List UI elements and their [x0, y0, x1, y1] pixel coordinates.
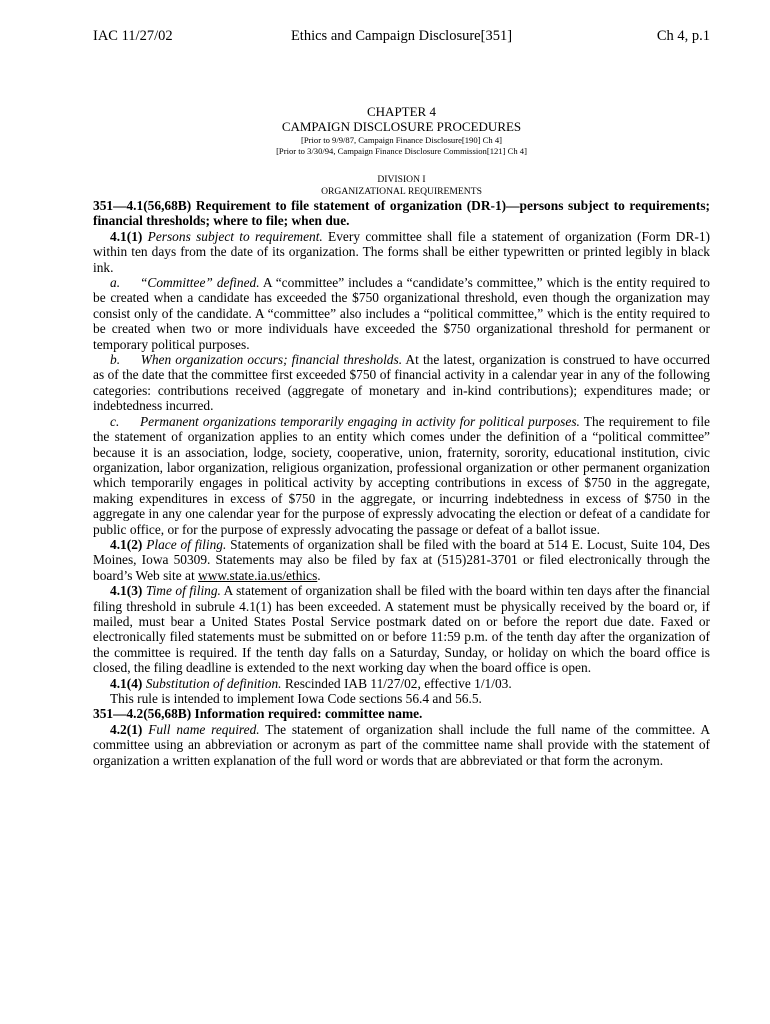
paragraph-text: At the latest, organization is construed to have occurred as of the date that the committee first exceeded $750 of financial activity in a calendar year in any of the following categories: contributions received (aggregate of monetary and in-kind contributions); expenditures made; or indebtedness incurred.	[93, 352, 710, 414]
rule-4-2-heading: 351—4.2(56,68B) Information required: committee name.	[93, 706, 423, 722]
header-title: Ethics and Campaign Disclosure[351]	[290, 28, 513, 44]
division-title: ORGANIZATIONAL REQUIREMENTS	[321, 186, 482, 197]
paragraph-b	[93, 352, 710, 414]
implement-note: This rule is intended to implement Iowa Code sections 56.4 and 56.5.	[110, 691, 482, 706]
chapter-number: CHAPTER 4	[367, 104, 436, 119]
prior-note-2: [Prior to 3/30/94, Campaign Finance Disclosure Commission[121] Ch 4]	[276, 146, 527, 156]
subrule-text: A statement of organization shall be filed with the board within ten days after the financial filing threshold in subrule 4.1(1) has been exceeded. A statement must be physically received by the board or, if mailed, must bear a United States Postal Service postmark dated on or before the report due date. Faxed or electronically filed statements must be submitted on or before 11:59 p.m. of the tenth day after the organization of the committee is required. If the tenth day falls on a Saturday, Sunday, or holiday on which the board office is closed, the filing deadline is extended to the next working day when the board office is open.	[93, 583, 710, 676]
chapter-heading	[93, 104, 710, 198]
division-label: DIVISION I	[377, 174, 426, 185]
ethics-website-link[interactable]: www.state.ia.us/ethics	[198, 567, 318, 583]
chapter-title: CAMPAIGN DISCLOSURE PROCEDURES	[281, 119, 522, 134]
rule-4-1-heading: 351—4.1(56,68B) Requirement to file statement of organization (DR-1)—persons subject to requirements; financial thresholds; where to file; when due.	[93, 198, 710, 229]
document-page	[93, 28, 710, 768]
prior-note-1: [Prior to 9/9/87, Campaign Finance Disclosure[190] Ch 4]	[301, 135, 502, 145]
subrule-number: 4.1(3)	[110, 583, 143, 599]
subrule-4-1-2	[93, 537, 710, 583]
subrule-title: Time of filing.	[145, 583, 221, 599]
subrule-text: Every committee shall file a statement of organization (Form DR-1) within ten days from the date of its organization. The forms shall be either typewritten or printed legibly in black ink.	[93, 228, 710, 275]
subrule-text: The statement of organization shall include the full name of the committee. A committee using an abbreviation or acronym as part of the committee name shall provide with the statement of organization a written explanation of the full word or words that are abbreviated or that form the acronym.	[93, 721, 710, 768]
subrule-text: Rescinded IAB 11/27/02, effective 1/1/03.	[281, 675, 512, 691]
subrule-text: Statements of organization shall be filed with the board at 514 E. Locust, Suite 104, Des Moines, Iowa 50309. Statements may also be filed by fax at (515)281-3701 or filed electronically through the board’s Web site at	[93, 536, 710, 583]
paragraph-label: c.	[110, 413, 120, 429]
paragraph-a	[93, 275, 710, 352]
paragraph-label: b.	[110, 352, 121, 368]
paragraph-text: The requirement to file the statement of organization applies to an entity which comes under the definition of a “political committee” because it is an association, lodge, society, cooperative, union, fraternity, sorority, educational institution, civic organization, labor organization, religious organization, professional organization or other permanent organization which temporarily engages in political activity by accepting contributions in excess of $750 in the aggregate, making expenditures in excess of $750 in the aggregate, or incurring indebtedness in excess of $750 in the aggregate in any one calendar year for the purpose of expressly advocating the election or defeat of a candidate for public office, or for the purpose of expressly advocating the passage or defeat of a ballot issue.	[93, 413, 710, 537]
subrule-4-1-3	[93, 583, 710, 675]
paragraph-title: When organization occurs; financial thresholds.	[140, 352, 403, 368]
paragraph-title: “Committee” defined.	[139, 275, 260, 291]
header-date: IAC 11/27/02	[93, 28, 173, 44]
rule-body	[93, 198, 710, 768]
subrule-text-end: .	[317, 567, 321, 583]
subrule-title: Substitution of definition.	[145, 675, 282, 691]
header-page: Ch 4, p.1	[656, 28, 710, 44]
subrule-number: 4.1(2)	[110, 536, 143, 552]
subrule-number: 4.1(1)	[110, 228, 143, 244]
paragraph-text: A “committee” includes a “candidate’s committee,” which is the entity required to be created when a candidate has exceeded the $750 organizational threshold, even though the organization may consist only of the candidate. A “committee” also includes a “political committee,” which is the entity required to be created when two or more individuals have exceeded the $750 organizational threshold for permanent or temporary political purposes.	[93, 275, 710, 352]
subrule-number: 4.2(1)	[110, 721, 143, 737]
subrule-title: Persons subject to requirement.	[147, 228, 323, 244]
subrule-title: Full name required.	[148, 721, 260, 737]
subrule-4-1-4	[93, 676, 710, 691]
paragraph-c	[93, 414, 710, 537]
paragraph-title: Permanent organizations temporarily engaging in activity for political purposes.	[140, 413, 580, 429]
subrule-number: 4.1(4)	[110, 675, 143, 691]
paragraph-label: a.	[110, 275, 121, 291]
subrule-4-2-1	[93, 722, 710, 768]
subrule-4-1-1	[93, 229, 710, 275]
running-header	[93, 28, 710, 52]
subrule-title: Place of filing.	[146, 536, 227, 552]
